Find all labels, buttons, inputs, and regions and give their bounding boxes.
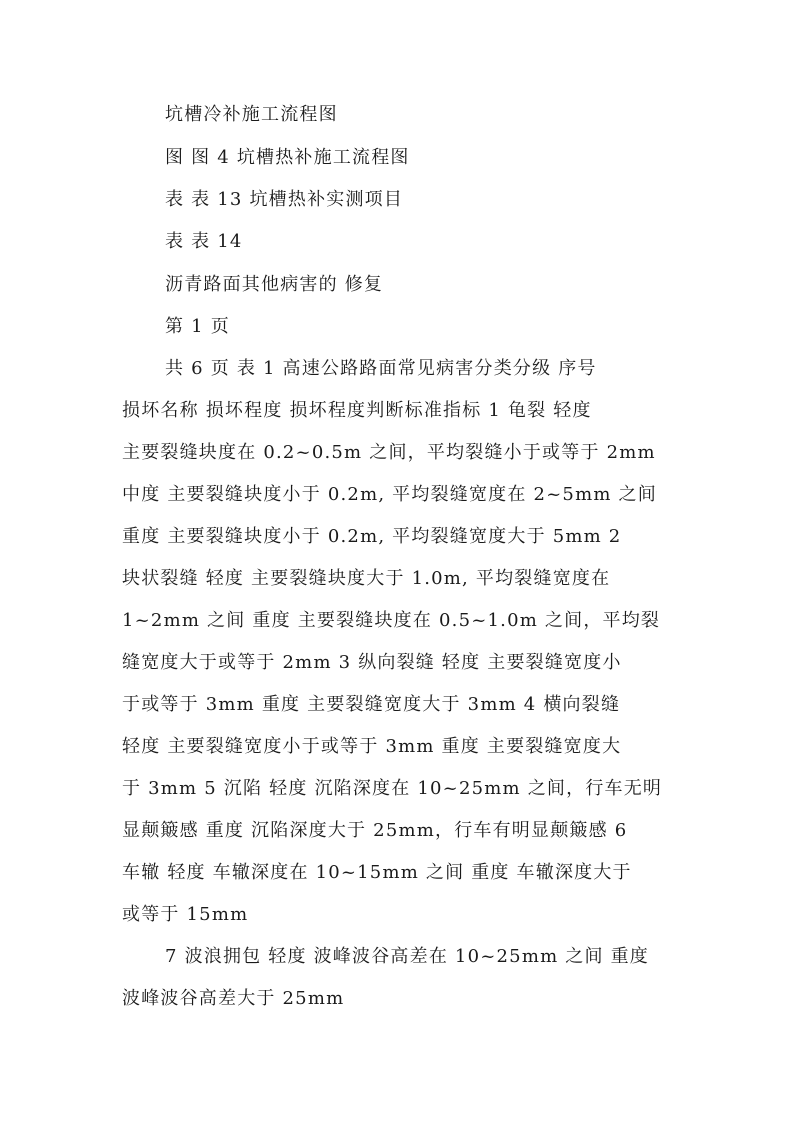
paragraph-line: 主要裂缝块度在 0.2~0.5m 之间，平均裂缝小于或等于 2mm: [122, 442, 656, 463]
text-line: 表 表 14: [165, 231, 243, 252]
paragraph-line: 损坏名称 损坏程度 损坏程度判断标准指标 1 龟裂 轻度: [122, 400, 592, 421]
text-line: 图 图 4 坑槽热补施工流程图: [165, 147, 410, 168]
paragraph-line: 7 波浪拥包 轻度 波峰波谷高差在 10~25mm 之间 重度: [165, 946, 650, 967]
paragraph-line: 车辙 轻度 车辙深度在 10~15mm 之间 重度 车辙深度大于: [122, 862, 632, 883]
page-number-line: 第 1 页: [165, 316, 230, 337]
paragraph-line: 1~2mm 之间 重度 主要裂缝块度在 0.5~1.0m 之间，平均裂: [122, 610, 661, 631]
paragraph-line: 显颠簸感 重度 沉陷深度大于 25mm，行车有明显颠簸感 6: [122, 820, 628, 841]
paragraph-line: 于或等于 3mm 重度 主要裂缝宽度大于 3mm 4 横向裂缝: [122, 694, 621, 715]
text-line: 坑槽冷补施工流程图: [165, 104, 338, 125]
paragraph-line: 重度 主要裂缝块度小于 0.2m, 平均裂缝宽度大于 5mm 2: [122, 526, 622, 547]
text-line: 表 表 13 坑槽热补实测项目: [165, 189, 404, 210]
paragraph-line: 或等于 15mm: [122, 904, 249, 925]
paragraph-line: 于 3mm 5 沉陷 轻度 沉陷深度在 10~25mm 之间，行车无明: [122, 778, 663, 799]
text-line: 沥青路面其他病害的 修复: [165, 274, 384, 295]
paragraph-line: 共 6 页 表 1 高速公路路面常见病害分类分级 序号: [165, 358, 597, 379]
paragraph-line: 块状裂缝 轻度 主要裂缝块度大于 1.0m, 平均裂缝宽度在: [122, 568, 611, 589]
paragraph-line: 轻度 主要裂缝宽度小于或等于 3mm 重度 主要裂缝宽度大: [122, 736, 622, 757]
paragraph-line: 中度 主要裂缝块度小于 0.2m, 平均裂缝宽度在 2~5mm 之间: [122, 484, 657, 505]
paragraph-line: 缝宽度大于或等于 2mm 3 纵向裂缝 轻度 主要裂缝宽度小: [122, 652, 622, 673]
paragraph-line: 波峰波谷高差大于 25mm: [122, 988, 345, 1009]
